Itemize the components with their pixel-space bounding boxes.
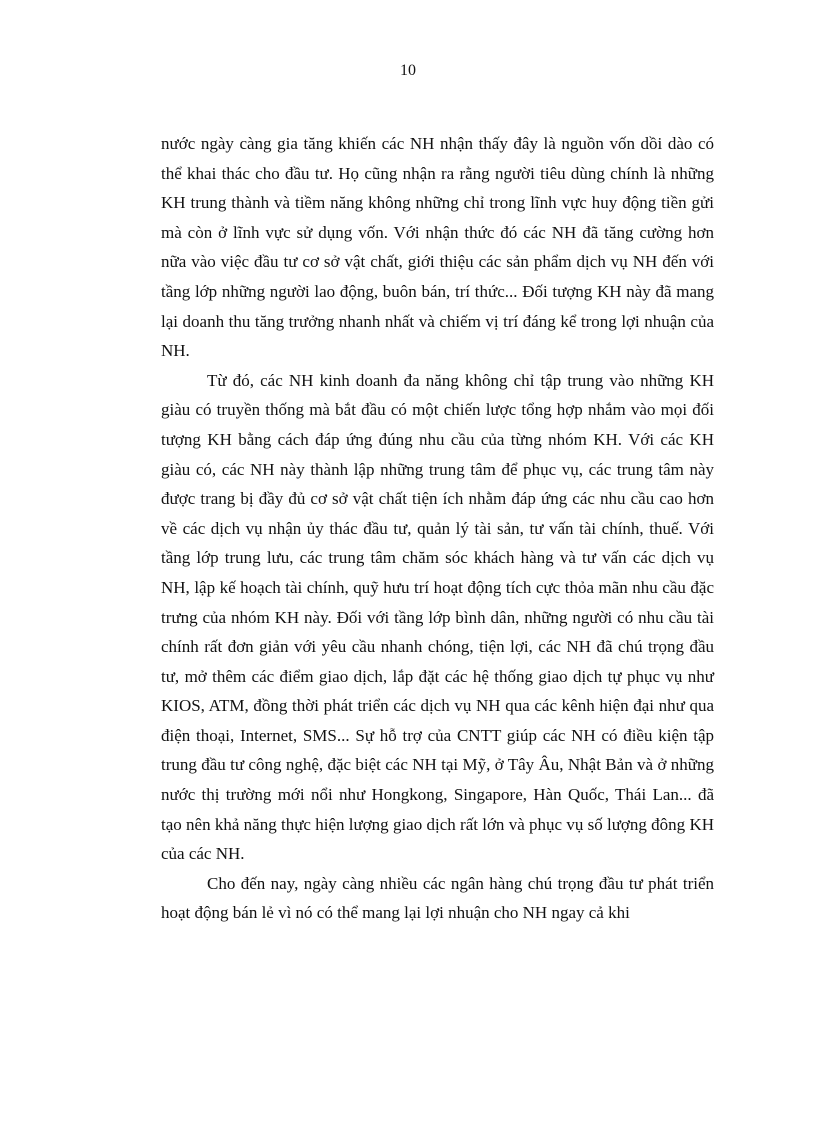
body-text — [161, 129, 714, 928]
paragraph-continuation: nước ngày càng gia tăng khiến các NH nhận thấy đây là nguồn vốn dồi dào có thể khai thác cho đầu tư. Họ cũng nhận ra rằng người tiêu dùng chính là những KH trung thành và tiềm năng không những chỉ trong lĩnh vực huy động tiền gửi mà còn ở lĩnh vực sử dụng vốn. Với nhận thức đó các NH đã tăng cường hơn nữa vào việc đầu tư cơ sở vật chất, giới thiệu các sản phẩm dịch vụ NH đến với tầng lớp những người lao động, buôn bán, trí thức... Đối tượng KH này đã mang lại doanh thu tăng trưởng nhanh nhất và chiếm vị trí đáng kể trong lợi nhuận của NH. — [161, 134, 714, 361]
page-number: 10 — [400, 62, 416, 79]
paragraph-retail-strategy: Từ đó, các NH kinh doanh đa năng không chỉ tập trung vào những KH giàu có truyền thống mà bắt đầu có một chiến lược tổng hợp nhắm vào mọi đối tượng KH bằng cách đáp ứng đúng nhu cầu của từng nhóm KH. Với các KH giàu có, các NH này thành lập những trung tâm để phục vụ, các trung tâm này được trang bị đầy đủ cơ sở vật chất tiện ích nhằm đáp ứng các nhu cầu cao hơn về các dịch vụ nhận ủy thác đầu tư, quản lý tài sản, tư vấn tài chính, thuế. Với tầng lớp trung lưu, các trung tâm chăm sóc khách hàng và tư vấn các dịch vụ NH, lập kế hoạch tài chính, quỹ hưu trí hoạt động tích cực thỏa mãn nhu cầu đặc trưng của nhóm KH này. Đối với tầng lớp bình dân, những người có nhu cầu tài chính rất đơn giản với yêu cầu nhanh chóng, tiện lợi, các NH đã chú trọng đầu tư, mở thêm các điểm giao dịch, lắp đặt các hệ thống giao dịch tự phục vụ như KIOS, ATM, đồng thời phát triển các dịch vụ NH qua các kênh hiện đại như qua điện thoại, Internet, SMS... Sự hỗ trợ của CNTT giúp các NH có điều kiện tập trung đầu tư công nghệ, đặc biệt các NH tại Mỹ, ở Tây Âu, Nhật Bản và ở những nước thị trường mới nổi như Hongkong, Singapore, Hàn Quốc, Thái Lan... đã tạo nên khả năng thực hiện lượng giao dịch rất lớn và phục vụ số lượng đông KH của các NH. — [161, 370, 714, 864]
paragraph-conclusion-start: Cho đến nay, ngày càng nhiều các ngân hàng chú trọng đầu tư phát triển hoạt động bán lẻ vì nó có thể mang lại lợi nhuận cho NH ngay cả khi — [161, 873, 714, 923]
